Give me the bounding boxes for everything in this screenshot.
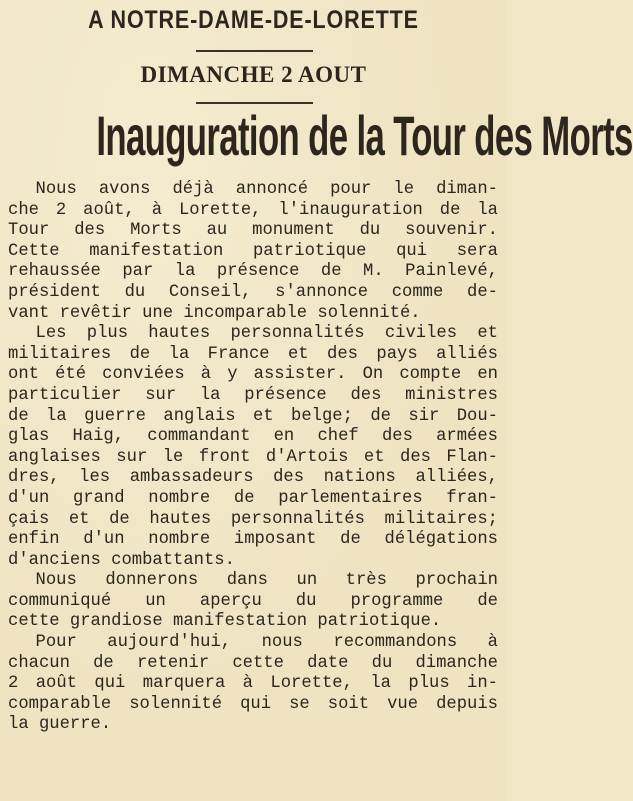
text-line: Pour aujourd'hui, nous recommandons à xyxy=(35,633,498,653)
text-line: ont été conviées à y assister. On compte en xyxy=(8,365,498,385)
text-line: président du Conseil, s'annonce comme de- xyxy=(8,282,498,302)
text-line: anglaises sur le front d'Artois et des Flan- xyxy=(8,447,498,467)
section-kicker: A NOTRE-DAME-DE-LORETTE xyxy=(88,6,419,34)
paragraph xyxy=(8,180,498,324)
text-line: Tour des Morts au monument du souvenir. xyxy=(8,221,498,241)
text-line: de la guerre anglais et belge; de sir Dou- xyxy=(8,406,498,426)
text-line: glas Haig, commandant en chef des armées xyxy=(8,427,498,447)
text-line: Nous donnerons dans un très prochain xyxy=(35,571,498,591)
text-line: cette grandiose manifestation patriotique. xyxy=(8,612,442,632)
paragraph xyxy=(8,633,498,736)
text-line: particulier sur la présence des ministres xyxy=(8,385,498,405)
text-line: rehaussée par la présence de M. Painlevé, xyxy=(8,262,498,282)
text-line: Nous avons déjà annoncé pour le diman- xyxy=(35,180,498,199)
article-body xyxy=(8,180,498,736)
text-line: Les plus hautes personnalités civiles et xyxy=(35,324,498,344)
text-line: comparable solennité qui se soit vue depuis xyxy=(8,694,498,714)
text-line: che 2 août, à Lorette, l'inauguration de la xyxy=(8,200,498,220)
paragraph xyxy=(8,324,498,571)
text-line: la guerre. xyxy=(8,715,112,735)
text-line: 2 août qui marquera à Lorette, la plus in- xyxy=(8,674,498,694)
paragraph xyxy=(8,571,498,633)
text-line: chacun de retenir cette date du dimanche xyxy=(8,653,498,673)
text-line: vant revêtir une incomparable solennité. xyxy=(8,303,421,323)
text-line: d'anciens combattants. xyxy=(8,550,235,570)
text-line: communiqué un aperçu du programme de xyxy=(8,591,498,611)
text-line: enfin d'un nombre imposant de délégations xyxy=(8,530,498,550)
text-line: dres, les ambassadeurs des nations alliées, xyxy=(8,468,498,488)
dateline: DIMANCHE 2 AOUT xyxy=(140,62,367,87)
text-line: Cette manifestation patriotique qui sera xyxy=(8,241,498,261)
divider-rule-top xyxy=(196,50,313,52)
headline: Inauguration de la Tour des Morts xyxy=(96,104,633,167)
text-line: çais et de hautes personnalités militaires; xyxy=(8,509,498,529)
text-line: militaires de la France et des pays alliés xyxy=(8,344,498,364)
text-line: d'un grand nombre de parlementaires fran- xyxy=(8,488,498,508)
